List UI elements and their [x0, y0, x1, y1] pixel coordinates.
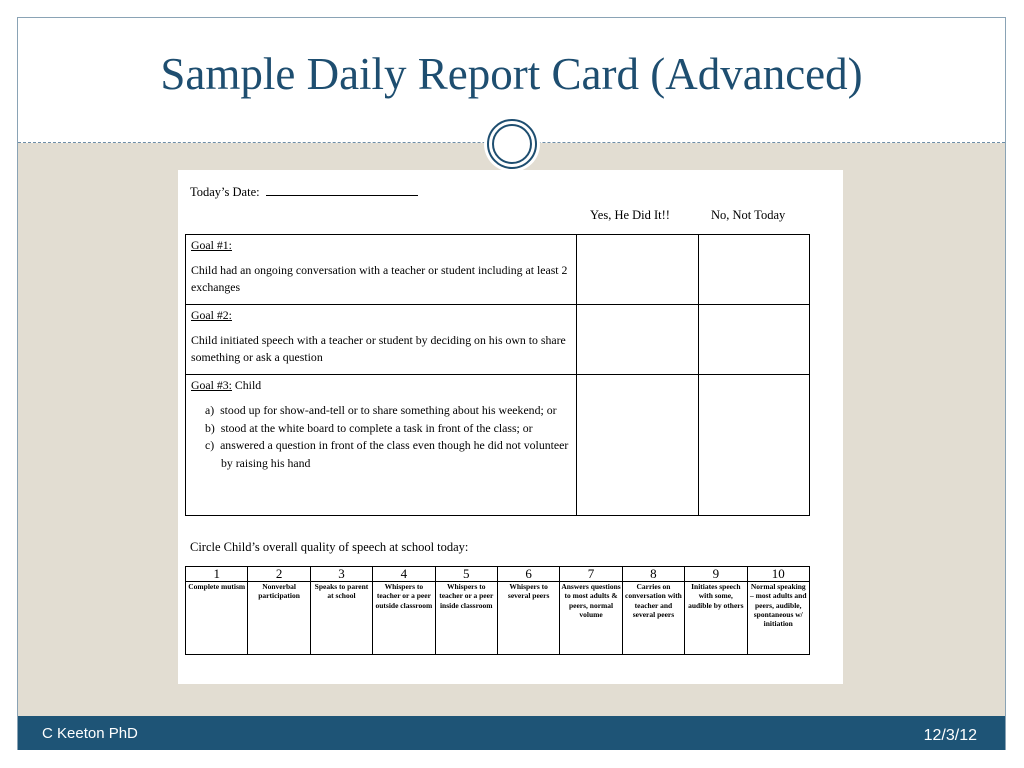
scale-descriptions-row: [186, 582, 810, 655]
scale-number[interactable]: 1: [186, 567, 248, 582]
scale-number[interactable]: 10: [747, 567, 809, 582]
scale-description: Complete mutism: [186, 582, 248, 655]
scale-number[interactable]: 3: [310, 567, 372, 582]
scale-description: Whispers to teacher or a peer inside classroom: [435, 582, 497, 655]
goal-row: [186, 305, 810, 375]
scale-number[interactable]: 8: [622, 567, 684, 582]
goal-text: Child had an ongoing conversation with a teacher or student including at least 2 exchanges: [191, 263, 568, 294]
goal-cell: [186, 375, 577, 516]
scale-number[interactable]: 4: [373, 567, 435, 582]
goal-cell: [186, 305, 577, 375]
column-header-no: No, Not Today: [711, 208, 786, 222]
footer-date: 12/3/12: [923, 727, 977, 744]
goal-cell: [186, 235, 577, 305]
scale-description: Answers questions to most adults & peers, normal volume: [560, 582, 622, 655]
scale-number[interactable]: 5: [435, 567, 497, 582]
scale-number[interactable]: 6: [497, 567, 559, 582]
scale-description: Whispers to several peers: [497, 582, 559, 655]
scale-description: Carries on conversation with teacher and several peers: [622, 582, 684, 655]
no-checkbox-cell[interactable]: [698, 305, 809, 375]
goals-table: [185, 234, 810, 516]
slide-footer: [18, 716, 1005, 750]
circle-ornament-icon: [484, 116, 540, 172]
goal-heading: Goal #2:: [191, 308, 232, 322]
slide-title: Sample Daily Report Card (Advanced): [160, 49, 863, 99]
scale-number[interactable]: 9: [685, 567, 747, 582]
scale-description: Speaks to parent at school: [310, 582, 372, 655]
goal-row: [186, 375, 810, 516]
scale-description: Whispers to teacher or a peer outside classroom: [373, 582, 435, 655]
scale-number[interactable]: 7: [560, 567, 622, 582]
date-blank: [266, 183, 418, 196]
no-checkbox-cell[interactable]: [698, 375, 809, 516]
yes-checkbox-cell[interactable]: [577, 305, 698, 375]
goal-heading-suffix: Child: [231, 378, 262, 392]
speech-quality-scale: [185, 566, 810, 655]
yes-checkbox-cell[interactable]: [577, 375, 698, 516]
scale-description: Initiates speech with some, audible by others: [685, 582, 747, 655]
scale-description: Normal speaking – most adults and peers, audible, spontaneous w/ initiation: [747, 582, 809, 655]
goal-heading: Goal #1:: [191, 238, 232, 252]
date-label: Today’s Date:: [190, 185, 260, 199]
scale-description: Nonverbal participation: [248, 582, 310, 655]
yes-checkbox-cell[interactable]: [577, 235, 698, 305]
no-checkbox-cell[interactable]: [698, 235, 809, 305]
scale-caption: Circle Child’s overall quality of speech at school today:: [190, 540, 469, 554]
goal-text: Child initiated speech with a teacher or student by deciding on his own to share something or ask a question: [191, 333, 566, 364]
goal3-options: [191, 402, 571, 472]
goal-row: [186, 235, 810, 305]
date-line: [190, 183, 418, 200]
goal3-option: c) answered a question in front of the class even though he did not volunteer by raising his hand: [205, 438, 569, 470]
scale-number[interactable]: 2: [248, 567, 310, 582]
report-card-document: [178, 170, 843, 684]
scale-numbers-row: [186, 567, 810, 582]
goal3-option: a) stood up for show-and-tell or to share something about his weekend; or: [205, 403, 557, 417]
goal-heading: Goal #3:: [191, 378, 232, 392]
goal3-option: b) stood at the white board to complete a task in front of the class; or: [205, 420, 533, 435]
footer-author: C Keeton PhD: [42, 725, 138, 742]
column-header-yes: Yes, He Did It!!: [590, 208, 670, 222]
